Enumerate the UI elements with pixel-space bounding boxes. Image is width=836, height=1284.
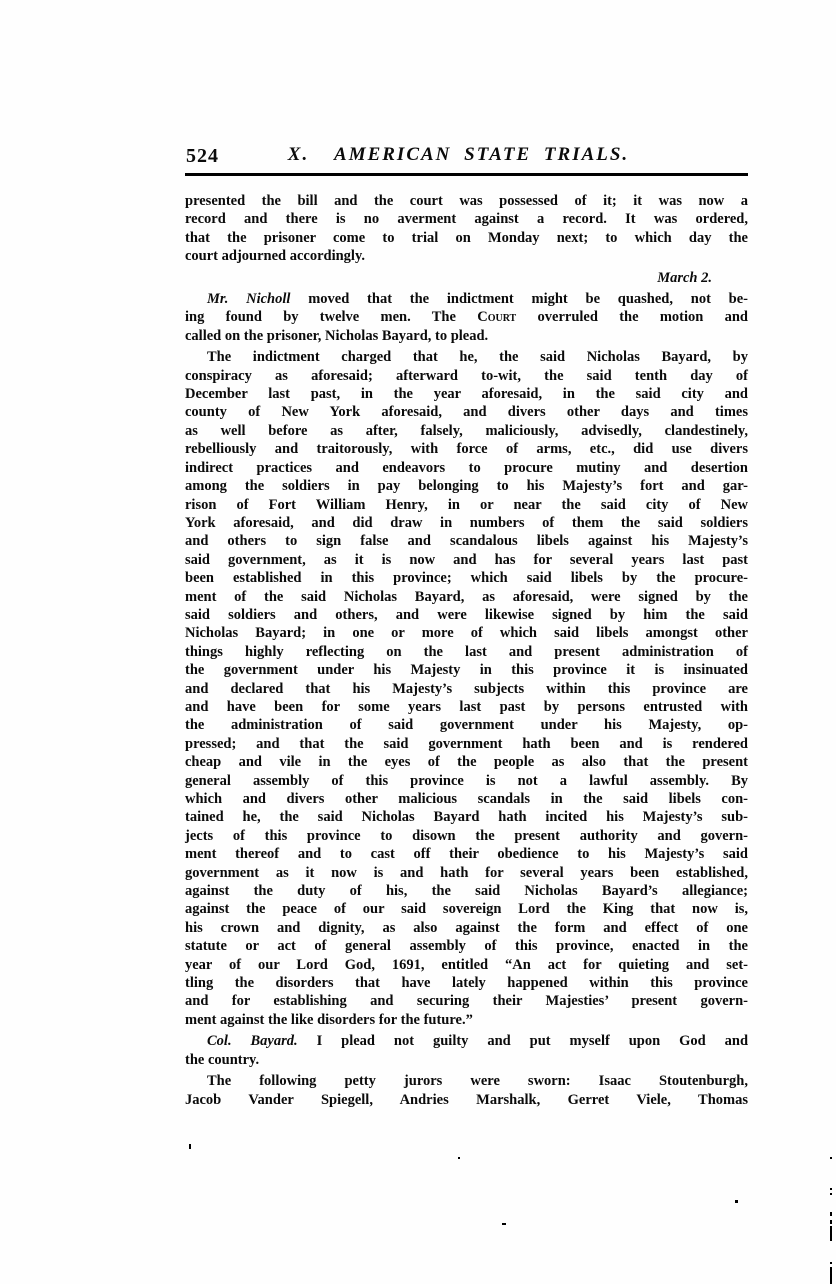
scan-artifact	[458, 1157, 460, 1159]
paragraph	[185, 348, 748, 1029]
body-line: cheap and vile in the eyes of the people as also that the present	[185, 754, 748, 771]
body-line: government as it now is and hath for several years been established,	[185, 864, 748, 881]
scan-artifact	[735, 1200, 738, 1203]
body-line: general assembly of this province is not a lawful assembly. By	[185, 772, 748, 789]
paragraph	[185, 290, 748, 345]
body-line: which and divers other malicious scandals in the said libels con-	[185, 791, 748, 807]
body-line: presented the bill and the court was possessed of it; it was now a	[185, 193, 748, 209]
body-line: court adjourned accordingly.	[185, 248, 366, 265]
scan-artifact	[830, 1220, 832, 1224]
body-line: indirect practices and endeavors to procure mutiny and desertion	[185, 459, 748, 476]
running-title: X. AMERICAN STATE TRIALS.	[287, 144, 630, 165]
body-line: Col. Bayard. I plead not guilty and put myself upon God and	[207, 1033, 749, 1050]
body-line: and have been for some years last past by persons entrusted with	[185, 698, 748, 715]
body-line: conspiracy as aforesaid; afterward to-wit, the said tenth day of	[185, 367, 748, 384]
scan-artifact	[189, 1144, 191, 1149]
body-line: jects of this province to disown the present authority and govern-	[185, 827, 748, 844]
body-line: among the soldiers in pay belonging to his Majesty’s fort and gar-	[185, 478, 748, 495]
body-line: and for establishing and securing their Majesties’ present govern-	[185, 993, 748, 1010]
scan-artifact	[830, 1193, 832, 1195]
body-line: year of our Lord God, 1691, entitled “An act for quieting and set-	[185, 956, 748, 973]
scan-artifact	[502, 1223, 506, 1225]
scan-artifact	[830, 1188, 832, 1190]
body-line: pressed; and that the said government hath been and is rendered	[185, 735, 748, 752]
body-line: against the peace of our said sovereign Lord the King that now is,	[185, 901, 748, 918]
body-line: things highly reflecting on the last and present administration of	[185, 643, 748, 660]
body-line: rebelliously and traitorously, with force of arms, etc., did use divers	[185, 441, 748, 458]
body-text	[185, 192, 748, 1109]
scan-artifact	[830, 1262, 832, 1264]
body-line: statute or act of general assembly of this province, enacted in the	[185, 938, 748, 955]
body-line: December last past, in the year aforesaid, in the said city and	[185, 386, 748, 403]
body-line: his crown and dignity, as also against the form and effect of one	[185, 919, 748, 936]
paragraph	[185, 1032, 748, 1069]
scan-artifact	[830, 1212, 832, 1216]
body-line: record and there is no averment against a record. It was ordered,	[185, 211, 748, 228]
body-line: Mr. Nicholl moved that the indictment might be quashed, not be-	[207, 291, 748, 308]
body-line: Nicholas Bayard; in one or more of which said libels amongst other	[185, 625, 748, 642]
body-line: The following petty jurors were sworn: Isaac Stoutenburgh,	[207, 1073, 748, 1090]
body-line: the administration of said government under his Majesty, op-	[185, 717, 748, 734]
body-line: said government, as it is now and has for several years last past	[185, 551, 748, 568]
body-line: tling the disorders that have lately happened within this province	[185, 975, 748, 992]
body-line: that the prisoner come to trial on Monday next; to which day the	[185, 229, 748, 246]
page-number: 524	[186, 145, 219, 167]
body-line: county of New York aforesaid, and divers other days and times	[185, 404, 748, 421]
body-line: been established in this province; which said libels by the procure-	[185, 570, 748, 587]
body-line: ment thereof and to cast off their obedience to his Majesty’s said	[185, 846, 748, 863]
scan-artifact	[830, 1226, 832, 1241]
date-heading: March 2.	[657, 269, 712, 286]
body-line: against the duty of his, the said Nicholas Bayard’s allegiance;	[185, 883, 748, 900]
body-line: York aforesaid, and did draw in numbers of them the said soldiers	[185, 514, 748, 531]
scan-artifact	[830, 1157, 832, 1159]
body-line: as well before as after, falsely, maliciously, advisedly, clandestinely,	[185, 422, 748, 439]
header-rule	[185, 173, 748, 176]
body-line: the country.	[185, 1051, 260, 1068]
page-header	[185, 144, 748, 170]
scan-artifact	[830, 1267, 832, 1284]
body-line: ment against the like disorders for the future.”	[185, 1011, 473, 1028]
paragraph	[185, 1072, 748, 1109]
paragraph	[185, 192, 748, 266]
body-line: the government under his Majesty in this province it is insinuated	[185, 662, 748, 679]
body-line: and others to sign false and scandalous libels against his Majesty’s	[185, 533, 748, 550]
body-line: The indictment charged that he, the said Nicholas Bayard, by	[207, 349, 748, 366]
body-line: and declared that his Majesty’s subjects within this province are	[185, 680, 748, 697]
body-line: ing found by twelve men. The Court overruled the motion and	[185, 309, 748, 326]
body-line: Jacob Vander Spiegell, Andries Marshalk, Gerret Viele, Thomas	[185, 1091, 748, 1108]
body-line: called on the prisoner, Nicholas Bayard, to plead.	[185, 327, 489, 344]
body-line: said soldiers and others, and were likewise signed by him the said	[185, 606, 748, 623]
body-line: ment of the said Nicholas Bayard, as aforesaid, were signed by the	[185, 588, 748, 605]
body-line: tained he, the said Nicholas Bayard hath incited his Majesty’s sub-	[185, 809, 748, 826]
body-line: rison of Fort William Henry, in or near the said city of New	[185, 496, 748, 513]
